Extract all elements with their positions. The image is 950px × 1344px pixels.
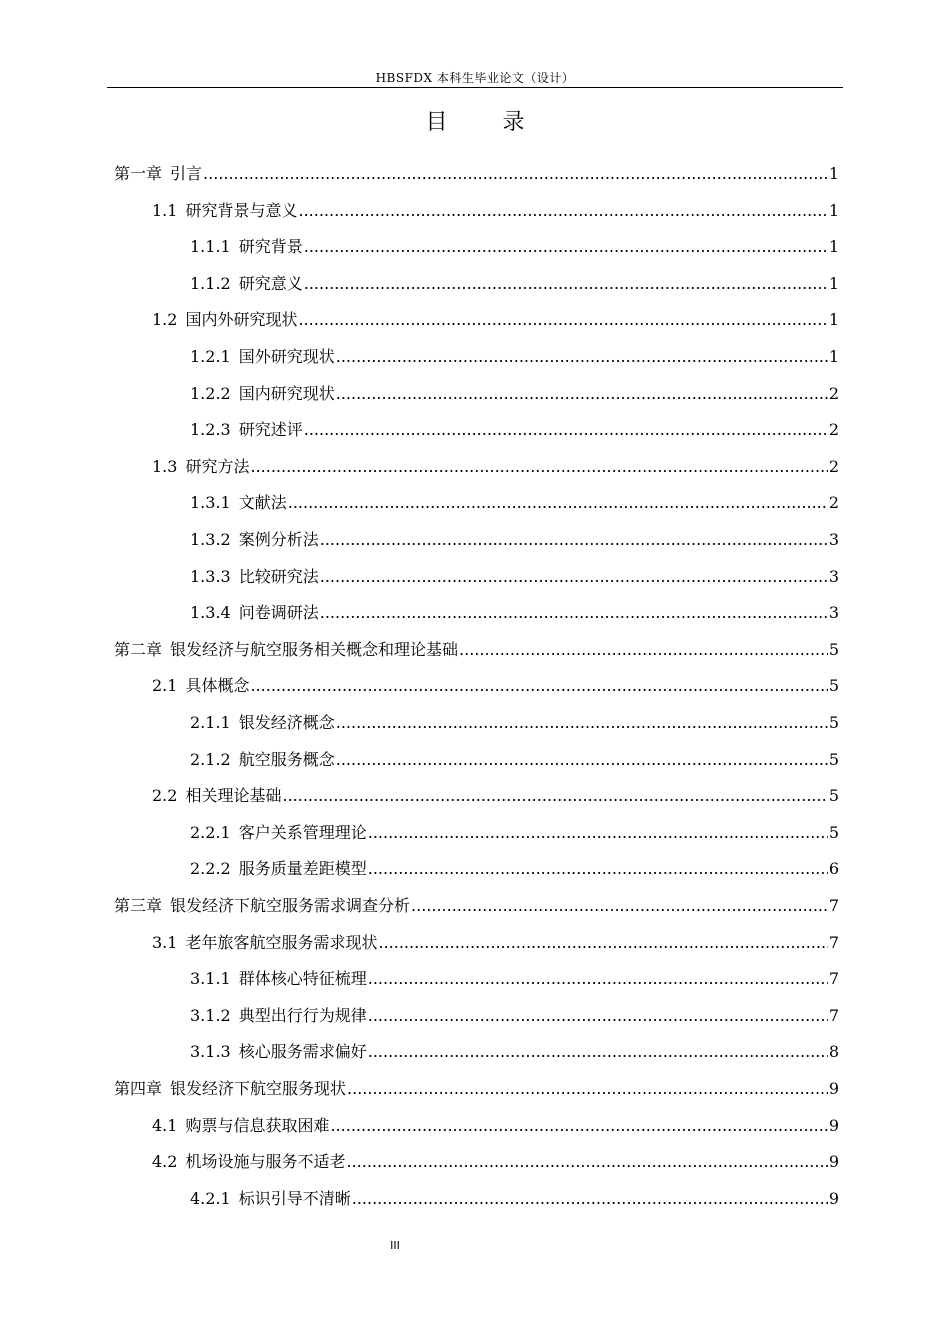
toc-dot-leader bbox=[346, 1150, 827, 1174]
toc-entry-page: 2 bbox=[828, 420, 839, 440]
toc-entry-title: 国内研究现状 bbox=[238, 383, 335, 403]
toc-entry-number: 1.3.4 bbox=[190, 603, 231, 623]
toc-section-entry[interactable] bbox=[152, 1150, 839, 1174]
toc-dot-leader bbox=[320, 565, 828, 589]
toc-dot-leader bbox=[368, 857, 828, 881]
toc-entry-page: 7 bbox=[828, 896, 839, 915]
toc-entry-title: 典型出行行为规律 bbox=[238, 1005, 367, 1025]
toc-entry-title: 国外研究现状 bbox=[238, 347, 335, 366]
toc-subsection-entry[interactable] bbox=[190, 601, 839, 625]
toc-subsection-entry[interactable] bbox=[190, 272, 839, 296]
toc-entry-number: 1.2.3 bbox=[190, 420, 231, 440]
toc-dot-leader bbox=[288, 491, 828, 515]
toc-subsection-entry[interactable] bbox=[190, 382, 839, 406]
toc-entry-number: 1.1 bbox=[152, 200, 178, 220]
toc-entry-title: 引言 bbox=[170, 164, 203, 183]
toc-entry-title: 研究述评 bbox=[238, 420, 303, 440]
toc-dot-leader bbox=[250, 455, 827, 479]
toc-entry-title: 文献法 bbox=[238, 493, 287, 513]
toc-entry-number: 2.1.2 bbox=[190, 749, 231, 769]
toc-entry-number: 3.1.1 bbox=[190, 969, 231, 989]
toc-entry-number: 第三章 bbox=[114, 896, 163, 915]
page-header: HBSFDX 本科生毕业论文（设计） bbox=[375, 71, 575, 85]
toc-entry-number: 第二章 bbox=[114, 639, 163, 659]
toc-subsection-entry[interactable] bbox=[190, 418, 839, 442]
toc-entry-page: 8 bbox=[828, 1042, 839, 1062]
toc-entry-title: 群体核心特征梳理 bbox=[238, 969, 367, 989]
toc-entry-title: 核心服务需求偏好 bbox=[238, 1042, 367, 1062]
toc-dot-leader bbox=[304, 418, 828, 442]
toc-entry-title: 服务质量差距模型 bbox=[238, 859, 367, 879]
toc-dot-leader bbox=[298, 308, 827, 332]
toc-subsection-entry[interactable] bbox=[190, 1004, 839, 1028]
toc-chapter-entry[interactable] bbox=[114, 162, 839, 186]
toc-entry-page: 9 bbox=[828, 1115, 839, 1135]
toc-entry-title: 购票与信息获取困难 bbox=[185, 1115, 330, 1135]
toc-section-entry[interactable] bbox=[152, 308, 839, 332]
toc-entry-page: 1 bbox=[828, 164, 839, 183]
toc-entry-number: 1.2.2 bbox=[190, 383, 231, 403]
toc-section-entry[interactable] bbox=[152, 455, 839, 479]
toc-section-entry[interactable] bbox=[152, 199, 839, 223]
toc-dot-leader bbox=[347, 1077, 828, 1101]
toc-entry-page: 3 bbox=[828, 603, 839, 623]
toc-entry-page: 5 bbox=[828, 676, 839, 696]
toc-entry-number: 1.1.1 bbox=[190, 237, 231, 257]
toc-entry-page: 1 bbox=[828, 273, 839, 293]
toc-entry-page: 1 bbox=[828, 237, 839, 257]
toc-dot-leader bbox=[368, 1004, 828, 1028]
toc-entry-page: 3 bbox=[828, 530, 839, 549]
toc-entry-page: 7 bbox=[828, 1005, 839, 1025]
toc-entry-title: 具体概念 bbox=[185, 676, 250, 696]
toc-entry-title: 机场设施与服务不适老 bbox=[185, 1152, 346, 1172]
toc-dot-leader bbox=[368, 1040, 828, 1064]
toc-dot-leader bbox=[304, 235, 828, 259]
toc-chapter-entry[interactable] bbox=[114, 638, 839, 662]
toc-entry-number: 2.1.1 bbox=[190, 713, 231, 732]
toc-entry-number: 2.2 bbox=[152, 786, 178, 806]
toc-entry-title: 国内外研究现状 bbox=[185, 310, 298, 330]
toc-dot-leader bbox=[336, 345, 828, 369]
toc-entry-title: 客户关系管理理论 bbox=[238, 822, 367, 842]
toc-entry-page: 5 bbox=[828, 639, 839, 659]
toc-entry-title: 银发经济与航空服务相关概念和理论基础 bbox=[170, 639, 459, 659]
toc-dot-leader bbox=[336, 711, 828, 735]
toc-dot-leader bbox=[411, 894, 828, 918]
header-divider bbox=[107, 87, 843, 88]
toc-entry-title: 银发经济下航空服务现状 bbox=[170, 1079, 347, 1098]
toc-entry-number: 1.3 bbox=[152, 456, 178, 476]
toc-entry-page: 1 bbox=[828, 310, 839, 330]
toc-entry-page: 7 bbox=[828, 932, 839, 952]
toc-title: 目 录 bbox=[425, 110, 549, 135]
toc-dot-leader bbox=[368, 821, 828, 845]
toc-entry-title: 比较研究法 bbox=[238, 566, 319, 586]
toc-entry-number: 1.3.2 bbox=[190, 530, 231, 549]
toc-subsection-entry[interactable] bbox=[190, 967, 839, 991]
toc-subsection-entry[interactable] bbox=[190, 528, 839, 552]
toc-dot-leader bbox=[336, 748, 828, 772]
toc-dot-leader bbox=[378, 931, 827, 955]
toc-entry-page: 2 bbox=[828, 493, 839, 513]
toc-dot-leader bbox=[250, 674, 827, 698]
toc-entry-page: 1 bbox=[828, 347, 839, 366]
toc-section-entry[interactable] bbox=[152, 674, 839, 698]
toc-entry-page: 5 bbox=[828, 713, 839, 732]
toc-entry-page: 5 bbox=[828, 822, 839, 842]
toc-dot-leader bbox=[320, 601, 828, 625]
toc-subsection-entry[interactable] bbox=[190, 491, 839, 515]
toc-entry-page: 1 bbox=[828, 200, 839, 220]
toc-entry-number: 1.3.3 bbox=[190, 566, 231, 586]
toc-entry-title: 研究意义 bbox=[238, 273, 303, 293]
toc-dot-leader bbox=[282, 784, 827, 808]
toc-subsection-entry[interactable] bbox=[190, 1040, 839, 1064]
toc-entry-title: 研究背景 bbox=[238, 237, 303, 257]
toc-subsection-entry[interactable] bbox=[190, 345, 839, 369]
toc-entry-title: 案例分析法 bbox=[238, 530, 319, 549]
toc-dot-leader bbox=[330, 1114, 827, 1138]
toc-dot-leader bbox=[459, 638, 828, 662]
toc-chapter-entry[interactable] bbox=[114, 894, 839, 918]
toc-subsection-entry[interactable] bbox=[190, 235, 839, 259]
toc-entry-number: 1.2.1 bbox=[190, 347, 231, 366]
toc-entry-title: 老年旅客航空服务需求现状 bbox=[185, 932, 378, 952]
toc-entry-title: 研究背景与意义 bbox=[185, 200, 298, 220]
toc-subsection-entry[interactable] bbox=[190, 857, 839, 881]
toc-entry-number: 3.1.2 bbox=[190, 1005, 231, 1025]
toc-subsection-entry[interactable] bbox=[190, 1187, 839, 1211]
toc-entry-number: 第四章 bbox=[114, 1079, 163, 1098]
toc-entry-number: 3.1 bbox=[152, 932, 178, 952]
toc-dot-leader bbox=[352, 1187, 828, 1211]
toc-subsection-entry[interactable] bbox=[190, 821, 839, 845]
toc-entry-number: 1.3.1 bbox=[190, 493, 231, 513]
toc-entry-page: 9 bbox=[828, 1079, 839, 1098]
toc-entry-number: 3.1.3 bbox=[190, 1042, 231, 1062]
toc-subsection-entry[interactable] bbox=[190, 748, 839, 772]
toc-dot-leader bbox=[368, 967, 828, 991]
page-number: III bbox=[390, 1239, 400, 1252]
toc-entry-title: 银发经济概念 bbox=[238, 713, 335, 732]
toc-entry-number: 4.2.1 bbox=[190, 1188, 231, 1208]
toc-entry-title: 航空服务概念 bbox=[238, 749, 335, 769]
toc-entry-page: 6 bbox=[828, 859, 839, 879]
toc-dot-leader bbox=[298, 199, 827, 223]
toc-entry-number: 2.2.1 bbox=[190, 822, 231, 842]
toc-entry-page: 2 bbox=[828, 456, 839, 476]
toc-entry-number: 1.1.2 bbox=[190, 273, 231, 293]
toc-dot-leader bbox=[203, 162, 828, 186]
toc-section-entry[interactable] bbox=[152, 784, 839, 808]
toc-entry-title: 问卷调研法 bbox=[238, 603, 319, 623]
toc-entry-page: 7 bbox=[828, 969, 839, 989]
toc-entry-title: 标识引导不清晰 bbox=[238, 1188, 351, 1208]
toc-entry-page: 2 bbox=[828, 383, 839, 403]
toc-entry-page: 3 bbox=[828, 566, 839, 586]
toc-section-entry[interactable] bbox=[152, 1114, 839, 1138]
toc-dot-leader bbox=[304, 272, 828, 296]
toc-entry-number: 2.1 bbox=[152, 676, 178, 696]
toc-entry-number: 第一章 bbox=[114, 164, 163, 183]
toc-entry-page: 9 bbox=[828, 1188, 839, 1208]
toc-entry-number: 2.2.2 bbox=[190, 859, 231, 879]
toc-section-entry[interactable] bbox=[152, 931, 839, 955]
toc-chapter-entry[interactable] bbox=[114, 1077, 839, 1101]
toc-dot-leader bbox=[336, 382, 828, 406]
toc-entry-number: 4.1 bbox=[152, 1115, 178, 1135]
toc-subsection-entry[interactable] bbox=[190, 711, 839, 735]
toc-dot-leader bbox=[320, 528, 828, 552]
toc-entry-page: 5 bbox=[828, 749, 839, 769]
toc-entry-title: 银发经济下航空服务需求调查分析 bbox=[170, 896, 411, 915]
toc-entry-page: 9 bbox=[828, 1152, 839, 1172]
toc-entry-number: 1.2 bbox=[152, 310, 178, 330]
toc-entry-number: 4.2 bbox=[152, 1152, 178, 1172]
toc-subsection-entry[interactable] bbox=[190, 565, 839, 589]
toc-entry-page: 5 bbox=[828, 786, 839, 806]
toc-entry-title: 相关理论基础 bbox=[185, 786, 282, 806]
toc-entry-title: 研究方法 bbox=[185, 456, 250, 476]
